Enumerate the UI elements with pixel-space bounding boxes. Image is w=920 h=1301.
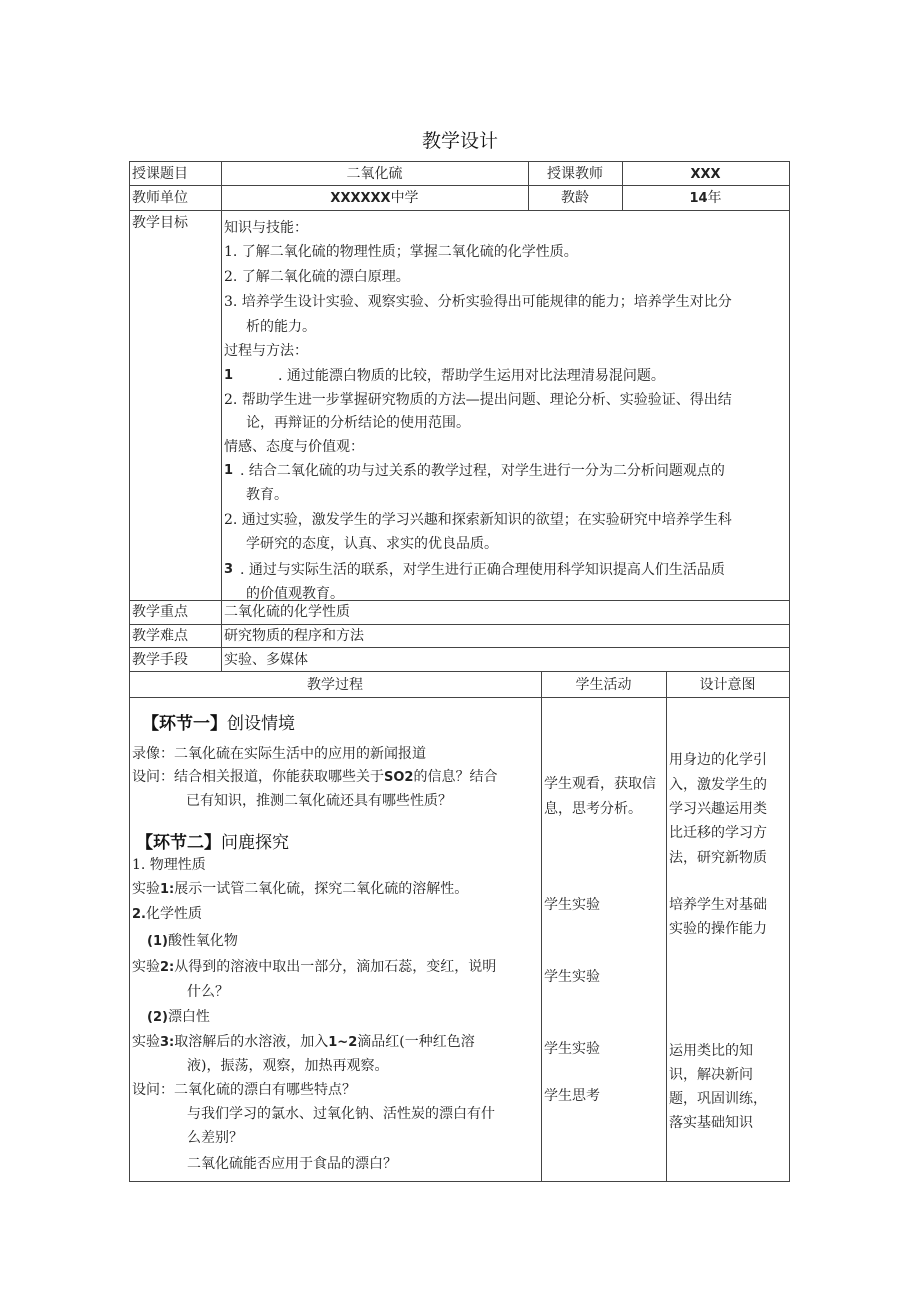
chemical-num: 2. bbox=[132, 907, 146, 922]
goals-line-num: 1 bbox=[224, 463, 234, 478]
goals-line: 1. 了解二氧化硫的物理性质；掌握二氧化硫的化学性质。 bbox=[224, 244, 578, 260]
section1-heading bbox=[142, 709, 295, 734]
goals-line: . 结合二氧化硫的功与过关系的教学过程，对学生进行一分为二分析问题观点的 bbox=[240, 463, 725, 479]
difficulty-value: 研究物质的程序和方法 bbox=[224, 628, 364, 644]
intent-line: 学习兴趣运用类 bbox=[669, 801, 767, 817]
bleaching-num: (2) bbox=[147, 1010, 168, 1025]
goals-line: 教育。 bbox=[246, 487, 288, 503]
activity-header: 学生活动 bbox=[575, 677, 632, 693]
goals-line: 论，再辩证的分析结论的使用范围。 bbox=[246, 415, 470, 431]
key-value: 二氧化硫的化学性质 bbox=[224, 604, 350, 620]
intent-line: 培养学生对基础 bbox=[669, 897, 767, 913]
goals-content bbox=[222, 211, 788, 600]
activity-think: 学生思考 bbox=[544, 1088, 600, 1104]
goals-line: . 通过与实际生活的联系，对学生进行正确合理使用科学知识提高人们生活品质 bbox=[240, 562, 725, 578]
experiment-2 bbox=[132, 958, 496, 977]
goals-line: 2. 了解二氧化硫的漂白原理。 bbox=[224, 269, 410, 285]
key-label: 教学重点 bbox=[132, 604, 188, 620]
section1-ask-so2: SO2 bbox=[384, 770, 414, 785]
experiment-1-text: 展示一试管二氧化硫，探究二氧化硫的溶解性。 bbox=[174, 881, 469, 897]
activity-experiment: 学生实验 bbox=[544, 1041, 600, 1057]
goals-line: 知识与技能： bbox=[224, 220, 308, 236]
section1-ask-cont: 已有知识，推测二氧化硫还具有哪些性质？ bbox=[186, 793, 452, 809]
section1-ask-text: 设问：结合相关报道，你能获取哪些关于 bbox=[132, 769, 384, 785]
goals-line: 的价值观教育。 bbox=[246, 586, 344, 600]
activity-experiment: 学生实验 bbox=[544, 969, 600, 985]
section2-chemical bbox=[132, 905, 202, 924]
goals-line: 学研究的态度，认真、求实的优良品质。 bbox=[246, 536, 498, 552]
goals-line: 情感、态度与价值观： bbox=[224, 439, 364, 455]
goals-line: 析的能力。 bbox=[246, 319, 316, 335]
goals-line: 过程与方法： bbox=[224, 343, 308, 359]
age-label: 教龄 bbox=[561, 190, 589, 206]
process-header: 教学过程 bbox=[307, 677, 363, 693]
unit-label: 教师单位 bbox=[132, 190, 188, 206]
acid-oxide-text: 酸性氧化物 bbox=[167, 933, 238, 949]
activity-observe-cont: 息，思考分析。 bbox=[544, 801, 642, 817]
age-value-num: 14 bbox=[689, 191, 708, 206]
subject-label: 授课题目 bbox=[132, 166, 188, 182]
section2-title: 问鹿探究 bbox=[221, 833, 289, 853]
intent-line: 识，解决新问 bbox=[669, 1067, 753, 1083]
goals-line: 2. 通过实验，激发学生的学习兴趣和探索新知识的欲望；在实验研究中培养学生科 bbox=[224, 512, 732, 528]
goals-label: 教学目标 bbox=[132, 215, 188, 231]
experiment-2-label: 实验 bbox=[132, 959, 160, 975]
section1-ask-rest: 的信息？结合 bbox=[413, 769, 498, 785]
section2-ask-3: 么差别？ bbox=[187, 1130, 243, 1146]
goals-line: 2. 帮助学生进一步掌握研究物质的方法—提出问题、理论分析、实验验证、得出结 bbox=[224, 392, 732, 408]
section1-bracket: 【环节一】 bbox=[142, 714, 227, 734]
section2-bracket: 【环节二】 bbox=[136, 833, 221, 853]
experiment-1-label: 实验 bbox=[132, 881, 160, 897]
experiment-3-cont: 液)，振荡，观察，加热再观察。 bbox=[187, 1058, 389, 1074]
experiment-2-num: 2: bbox=[160, 960, 175, 975]
subject-value: 二氧化硫 bbox=[346, 166, 403, 182]
intent-header: 设计意图 bbox=[699, 677, 756, 693]
age-value-unit: 年 bbox=[707, 190, 722, 206]
section2-ask: 设问：二氧化硫的漂白有哪些特点？ bbox=[132, 1082, 356, 1098]
goals-line: . 通过能漂白物质的比较，帮助学生运用对比法理清易混问题。 bbox=[278, 368, 665, 384]
goals-line: 3. 培养学生设计实验、观察实验、分析实验得出可能规律的能力；培养学生对比分 bbox=[224, 294, 732, 310]
experiment-3-label: 实验 bbox=[132, 1034, 160, 1050]
intent-line: 入，激发学生的 bbox=[669, 777, 767, 793]
bleaching-text: 漂白性 bbox=[167, 1009, 210, 1025]
means-value: 实验、多媒体 bbox=[224, 652, 308, 668]
bleaching bbox=[147, 1008, 210, 1027]
intent-line: 法，研究新物质 bbox=[669, 850, 767, 866]
section2-ask-2: 与我们学习的氯水、过氧化钠、活性炭的漂白有什 bbox=[187, 1106, 495, 1122]
teacher-value: XXX bbox=[690, 167, 721, 182]
means-label: 教学手段 bbox=[132, 652, 188, 668]
experiment-3-text2: 滴品红(一种红色溶 bbox=[357, 1034, 475, 1050]
age-value bbox=[622, 189, 789, 208]
experiment-2-cont: 什么？ bbox=[187, 984, 229, 1000]
difficulty-label: 教学难点 bbox=[132, 628, 188, 644]
acid-oxide bbox=[147, 932, 238, 951]
section1-ask bbox=[132, 768, 497, 787]
goals-line-num: 3 bbox=[224, 562, 234, 577]
section2-ask-4: 二氧化硫能否应用于食品的漂白？ bbox=[187, 1156, 397, 1172]
intent-line: 实验的操作能力 bbox=[669, 921, 767, 937]
intent-line: 题，巩固训练， bbox=[669, 1091, 767, 1107]
intent-line: 落实基础知识 bbox=[669, 1115, 753, 1131]
section2-physical: 1. 物理性质 bbox=[132, 857, 206, 873]
experiment-2-text: 从得到的溶液中取出一部分，滴加石蕊，变红，说明 bbox=[174, 959, 497, 975]
acid-oxide-num: (1) bbox=[147, 934, 168, 949]
section2-heading bbox=[136, 828, 289, 853]
goals-line-num: 1 bbox=[224, 368, 234, 383]
experiment-1-num: 1: bbox=[160, 882, 175, 897]
experiment-3-qty: 1~2 bbox=[328, 1035, 358, 1050]
intent-line: 比迁移的学习方 bbox=[669, 825, 767, 841]
experiment-3-num: 3: bbox=[160, 1035, 175, 1050]
unit-value bbox=[221, 189, 528, 208]
chemical-text: 化学性质 bbox=[145, 906, 202, 922]
activity-experiment: 学生实验 bbox=[544, 897, 600, 913]
activity-observe: 学生观看，获取信 bbox=[544, 776, 656, 792]
experiment-3 bbox=[132, 1033, 475, 1052]
section1-title: 创设情境 bbox=[227, 714, 295, 734]
experiment-1 bbox=[132, 880, 468, 899]
intent-line: 运用类比的知 bbox=[669, 1043, 753, 1059]
intent-line: 用身边的化学引 bbox=[669, 752, 767, 768]
section1-video: 录像：二氧化硫在实际生活中的应用的新闻报道 bbox=[132, 746, 426, 762]
unit-value-rest: 中学 bbox=[390, 190, 419, 206]
teacher-label: 授课教师 bbox=[547, 166, 603, 182]
page-title: 教学设计 bbox=[421, 130, 498, 152]
unit-value-code: XXXXXX bbox=[330, 191, 391, 206]
experiment-3-text: 取溶解后的水溶液，加入 bbox=[174, 1034, 329, 1050]
